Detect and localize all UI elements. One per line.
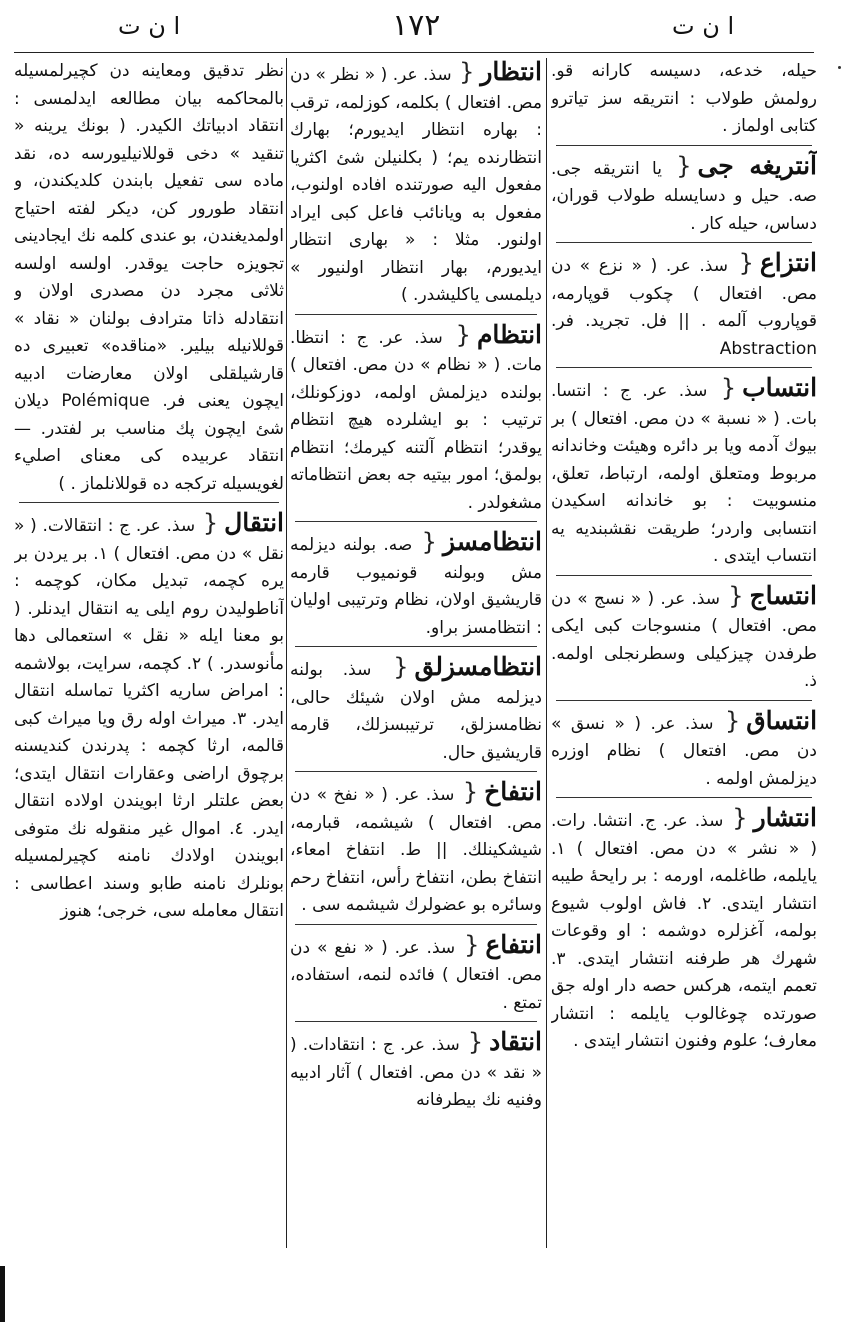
continuation-text-body: نظر تدقيق ومعاينه دن كچيرلمسيله بالمحاكمه بيان مطالعه ايدلمسى : انتقاد ادبياتك الكيدر. ( بونك يرينه « تنقيد » دخى قوللانيليورسه ده، نقد ماده سى تفعيل بابندن كلديكندن، و انتقاد طورور كن، ديكر لفته احتياج اولمديغندن، بو عندى كلمه نك ايجادينى تجويزه حاجت يوقدر. اولسه اولسه ثلاثى مجرد دن مصدرى اولان و انتقادله ذاتا مترادف بولنان « نقاد » قوللانيله بيلير. «مناقده» تعبيرى ده قارشيلقلى اولان معارضات ادبيه ايچون يعنى فر.: [14, 61, 284, 411]
entry-separator: [295, 1021, 537, 1022]
entry-separator: [556, 242, 811, 243]
brace-icon: {: [462, 778, 479, 806]
margin-dot: [838, 66, 841, 69]
brace-icon: {: [393, 653, 409, 681]
entry-headword: انتظام: [476, 319, 542, 349]
dictionary-entry: [551, 804, 817, 1056]
dictionary-entry: [290, 653, 542, 767]
entry-headword: انتفاخ: [484, 777, 542, 806]
entry-definition: يا انتريقه جى. صه. حيل و دسايسله طولاب قوران، دساس، حيله كار .: [551, 158, 817, 234]
entry-headword: انتساج: [749, 580, 817, 610]
brace-icon: {: [676, 151, 692, 180]
entry-separator: [295, 924, 537, 925]
column-left: [14, 58, 284, 1318]
entry-separator: [295, 521, 537, 522]
entry-separator: [556, 145, 811, 146]
entry-headword: انتظامسز: [442, 527, 542, 556]
entry-definition: سذ. عر. ( « نفخ » دن مص. افتعال ) شيشمه، قبارمه، شيشكينلك. || ط. انتفاخ امعاء، انتفاخ بطن، انتفاخ رأس، انتفاخ رحم وسائره بو عضولرك شيشمه سى .: [290, 785, 542, 915]
column-middle: [290, 58, 542, 1318]
brace-icon: {: [728, 581, 744, 610]
header-left: ا ن ت: [118, 12, 181, 40]
entry-definition: سذ. بولنه ديزلمه مش اولان شيئك حالى، نظامسزلق، ترتيبسزلك، قارمه قاريشيق حال.: [290, 660, 542, 763]
entry-definition: سذ. عر. ( « نزع » دن مص. افتعال ) چكوب قوپارمه، قوپاروب آلمه . || فل. تجريد. فر.: [551, 256, 817, 331]
brace-icon: {: [459, 58, 475, 86]
column-divider: [546, 58, 547, 1248]
entry-headword: انتظامسزلق: [414, 652, 542, 681]
entry-definition: سذ. عر. ج : انتقادات. ( « نقد » دن مص. افتعال ) آثار ادبيه وفنيه نك بيطرفانه: [290, 1035, 542, 1110]
brace-icon: {: [455, 320, 471, 349]
column-divider: [286, 58, 287, 1248]
dictionary-entry: [551, 374, 817, 571]
entry-separator: [19, 502, 278, 503]
brace-icon: {: [467, 1028, 484, 1056]
entry-separator: [295, 314, 537, 315]
entry-headword: انتقال: [224, 508, 284, 537]
entry-headword: انتظار: [480, 58, 542, 86]
entry-definition: سذ. عر. ( « نظر » دن مص. افتعال ) بكلمه، كوزلمه، ترقب : بهاره انتظار ايديورم؛ بهارك انتظارنده يم؛ ( بكلنيلن شئ اكثريا مفعول اليه صورتنده افاده اولنوب، مفعول به ويانائب فاعل كبى ايراد اولنور. مثلا : « بهارى انتظار ايديورم، بهار انتظار اولنيور » ديلمسى ياكليشدر. ): [290, 65, 542, 305]
entry-separator: [295, 646, 537, 647]
entry-separator: [295, 771, 537, 772]
dictionary-entry: [290, 528, 542, 642]
header-right: ا ن ت: [672, 12, 735, 40]
brace-icon: {: [720, 374, 737, 402]
dictionary-entry: [551, 249, 817, 363]
entry-separator: [556, 575, 811, 576]
dictionary-entry: [551, 582, 817, 696]
header-rule: [14, 52, 814, 53]
brace-icon: {: [464, 930, 480, 959]
entry-definition: سذ. عر. ( « نفع » دن مص. افتعال ) فائده لنمه، استفاده، تمتع .: [290, 937, 542, 1013]
entry-definition: سذ. عر. ج : انتسا. بات. ( « نسبة » دن مص. افتعال ) بر بيوك آدمه ويا بر دائره وهيئت وخاندانه مربوط ومتعلق اولمه، ارتباط، تعلق، منسوبيت : بو خاندانه اسكيدن انتسابى واردر؛ طريقت نقشبنديه يه انتساب ايتدى .: [551, 381, 817, 566]
entry-headword: انتزاع: [759, 248, 817, 277]
continuation-text: حيله، خدعه، دسيسه كارانه قو. رولمش طولاب : انتريقه سز تياترو كتابى اولماز .: [551, 61, 817, 136]
entry-separator: [556, 797, 811, 798]
entry-definition: سذ. عر. ج : انتقالات. ( « نقل » دن مص. افتعال ) ١. بر يردن بر يره كچمه، تبديل مكان، كوچمه : آناطوليدن روم ايلى يه انتقال ايدنلر. ( بو معنا ايله « نقل » استعمالى دها مأنوسدر. ) ٢. كچمه، سرايت، بولاشمه : امراض ساريه اكثريا تماسله انتقال ايدر. ٣. ميراث اوله رق ويا ميراث كبى قالمه، ارثا كچمه : پدرندن كنديسنه برچوق اراضى وعقارات انتقال ايتدى؛ بعض علتلر ارثا ابويندن اولاده انتقال ايدر. ٤. اموال غير منقوله نك متوفى ابويندن اولادك نامنه كچيرلمسيله بونلرك نامنه طابو وسند اعطاسى : انتقال معامله سى، خرجى؛ هنوز: [14, 516, 284, 921]
entry-definition: سذ. عر. ( « نسق » دن مص. افتعال ) نظام اوزره ديزلمش اولمه .: [551, 713, 817, 789]
dictionary-entry: [290, 778, 542, 920]
entry-headword: انتساب: [742, 373, 817, 402]
entry-separator: [556, 700, 811, 701]
continuation-text: [14, 58, 284, 498]
page-edge-mark: [0, 1266, 5, 1322]
entry-definition: سذ. عر. ( « نسج » دن مص. افتعال ) منسوجات كبى ايكى طرفدن چيزكيلى وسطرنجلى اولمه. ذ.: [551, 588, 817, 691]
brace-icon: {: [202, 509, 219, 537]
brace-icon: {: [724, 706, 741, 735]
brace-icon: {: [732, 804, 748, 832]
entry-headword: انتفاع: [485, 929, 542, 959]
dictionary-entry: [290, 1028, 542, 1115]
entry-headword: انتساق: [746, 705, 817, 735]
entry-separator: [556, 367, 811, 368]
dictionary-entry: [14, 509, 284, 926]
latin-term: Polémique: [61, 391, 150, 411]
column-right: [551, 58, 817, 1318]
dictionary-entry: [290, 58, 542, 310]
entry-definition: سذ. عر. ج : انتظا. مات. ( « نظام » دن مص. افتعال ) بولنده ديزلمش اولمه، دوزكونلك، ترتيب : بو ايشلرده هيچ انتظام يوقدر؛ انتظام آلتنه كيرمك؛ انتظام بولمق؛ امور بيتيه جه بعض انتظاماته مشغولدر .: [290, 327, 542, 513]
latin-term: Abstraction: [719, 338, 817, 359]
entry-headword: آنتريغه جى: [697, 150, 817, 180]
continuation-text-end: ديلان شئ ايچون پك مناسب بر لفتدر. — انتقاد عربيده كى معناى اصليء لغويسيله تركجه ده قوللانلماز . ): [14, 391, 284, 494]
page-number: ١٧٢: [392, 8, 441, 43]
entry-definition: سذ. عر. ج. انتشا. رات. ( « نشر » دن مص. افتعال ) ١. يايلمه، طاغلمه، اورمه : بر رايحهٔ طيبه انتشار ايتدى. ٢. فاش اولوب شيوع بولمه، آغزلره دوشمه : او وقوعات شهرك هر طرفنه انتشار ايتدى. ٣. تعمم ايتمه، هركس حصه دار اوله جق صورتده چوغالوب يايلمه : انتشار معارف؛ علوم وفنون انتشار ايتدى .: [551, 811, 817, 1051]
dictionary-entry: [290, 931, 542, 1018]
dictionary-entry: [551, 707, 817, 794]
entry-headword: انتقاد: [489, 1027, 542, 1056]
entry-definition: صه. بولنه ديزلمه مش وبولنه قونميوب قارمه قاريشيق اولان، نظام وترتيبى اوليان : انتظامسز براو.: [290, 535, 542, 638]
page-header: [0, 0, 849, 56]
dictionary-entry: [290, 321, 542, 518]
brace-icon: {: [421, 528, 437, 556]
dictionary-entry: [551, 152, 817, 239]
brace-icon: {: [738, 249, 754, 277]
entry-headword: انتشار: [753, 803, 817, 832]
